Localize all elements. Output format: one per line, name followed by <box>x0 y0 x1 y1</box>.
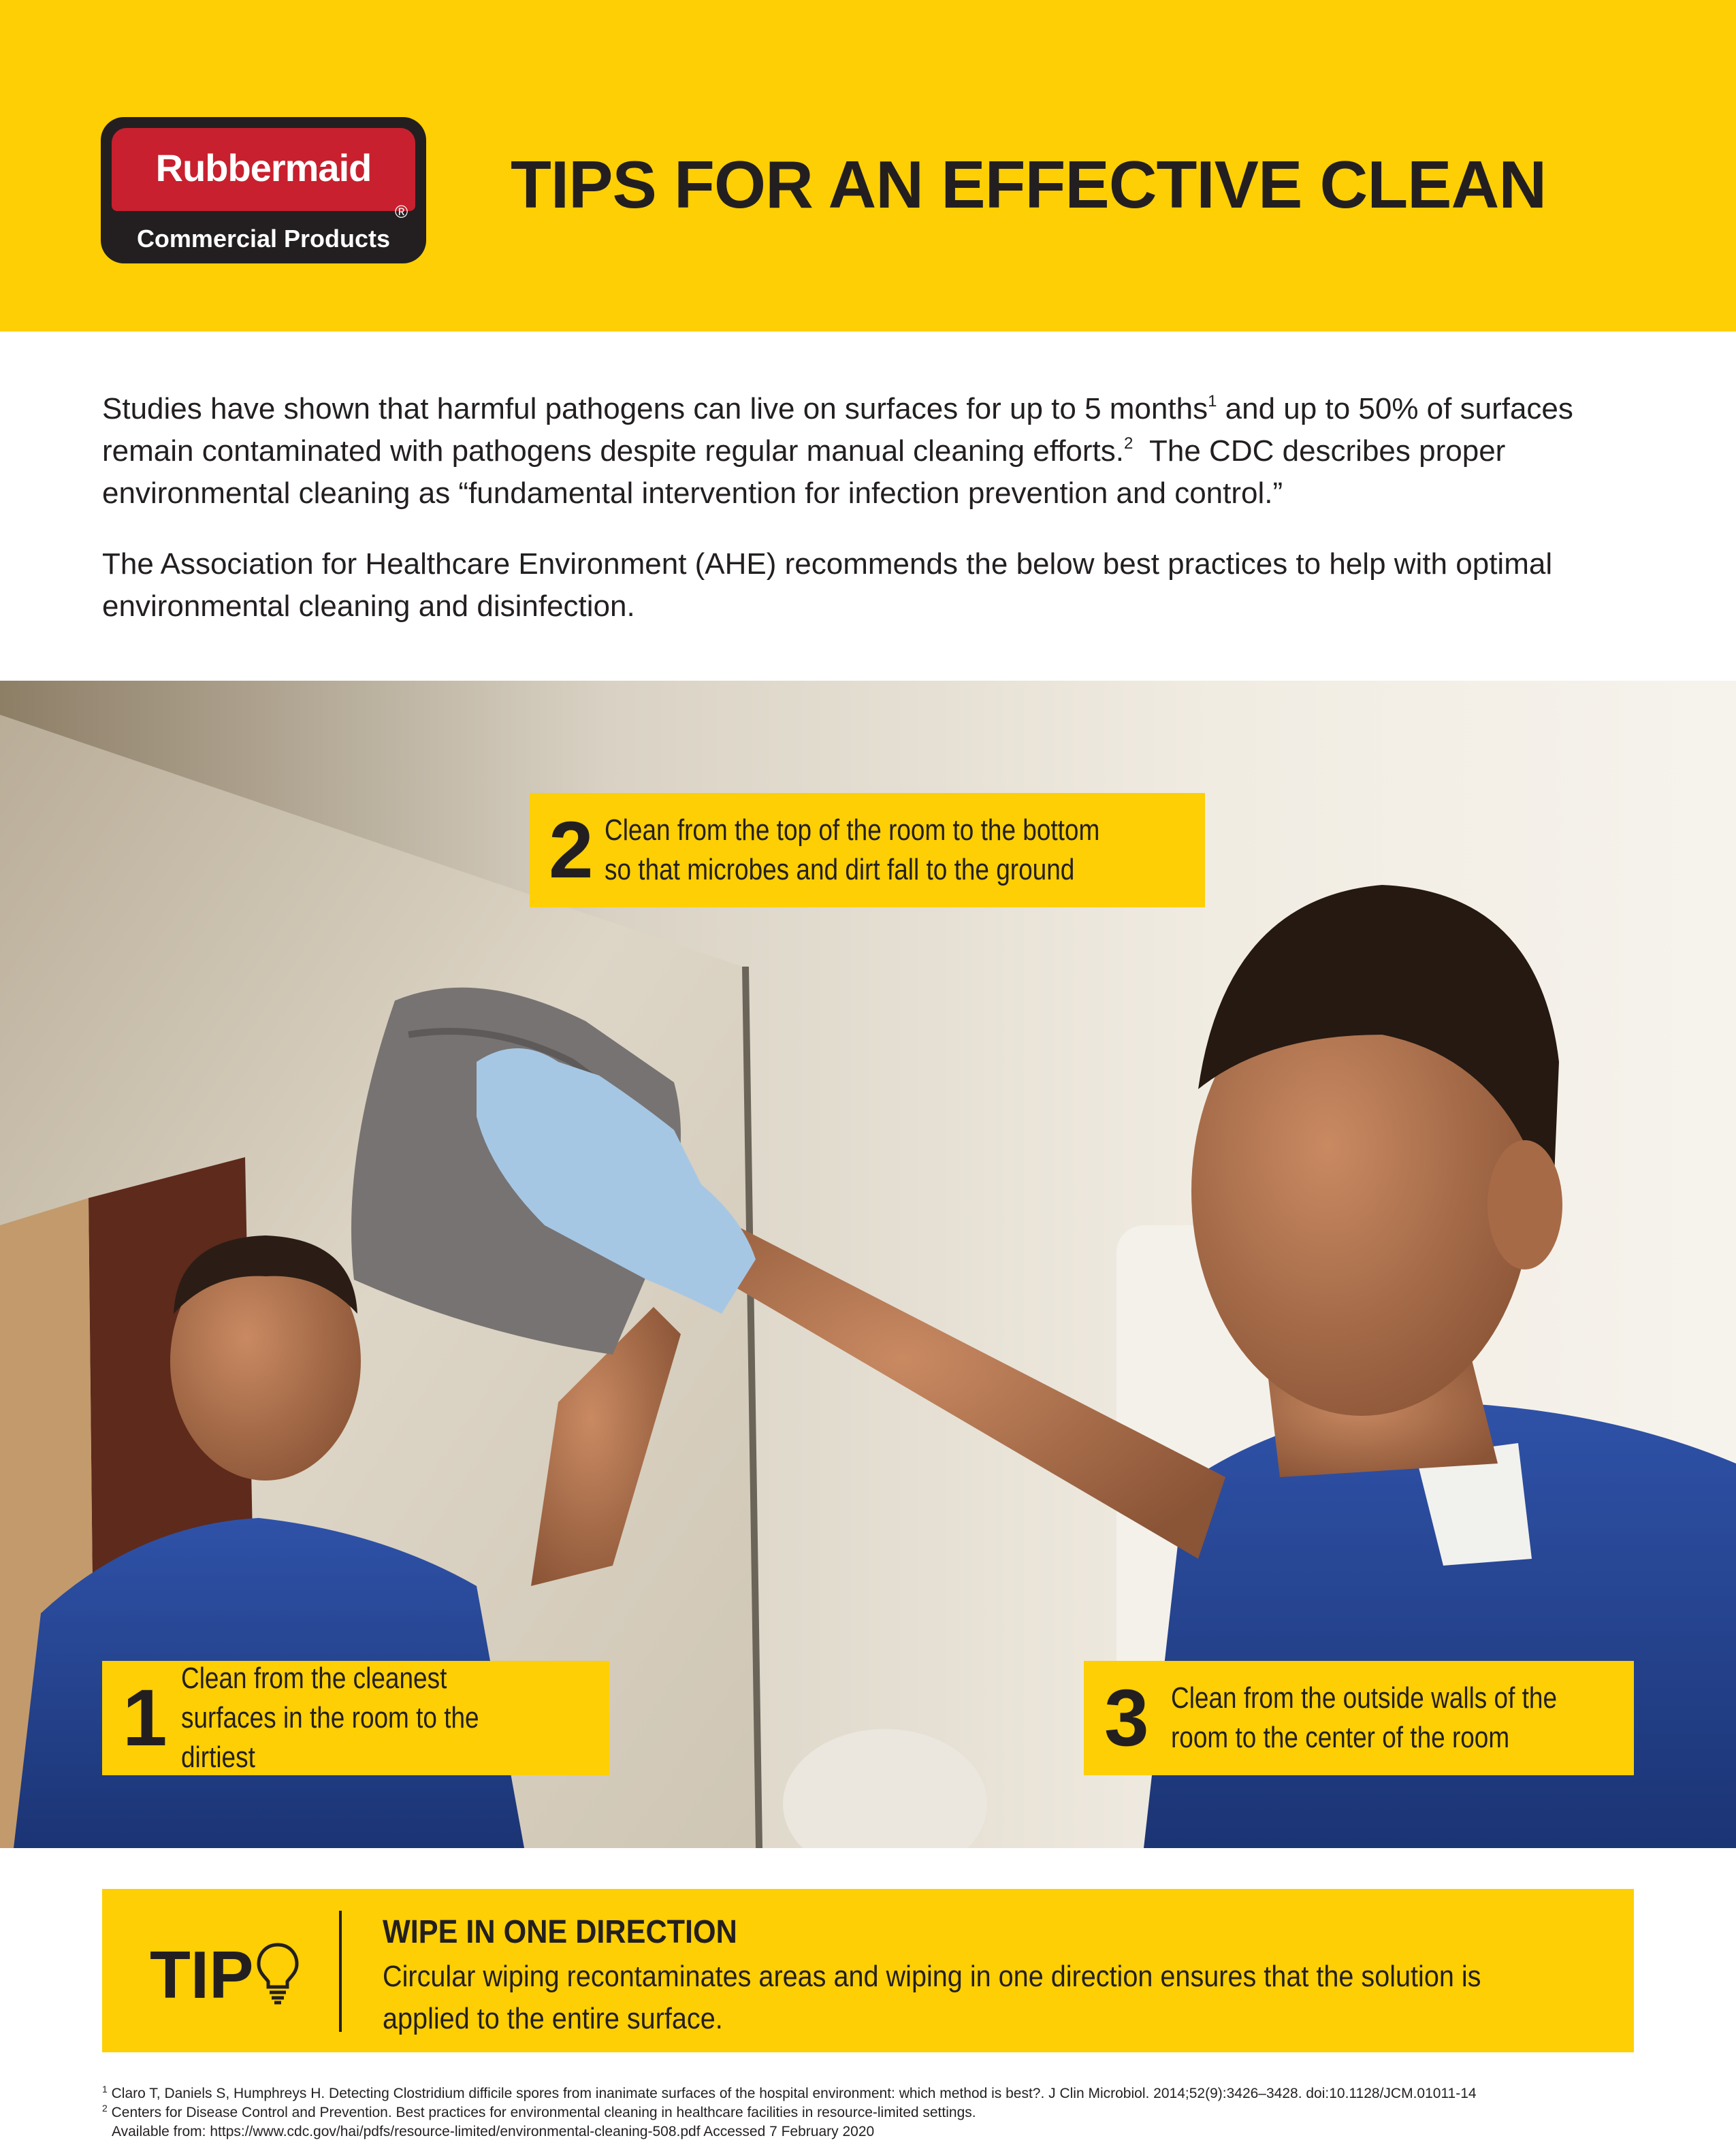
tip-label: TIP <box>150 1937 254 2012</box>
tip-heading: WIPE IN ONE DIRECTION <box>383 1914 737 1950</box>
footnote-1-text: Claro T, Daniels S, Humphreys H. Detecting Clostridium difficile spores from inanimate surfaces of the hospital environment: which method is best?. J Clin Microbiol. 2014;52(9):3426–3428. doi:10.1128/JCM.01011-14 <box>111 2086 1477 2101</box>
logo-registered-mark: ® <box>395 201 408 222</box>
tip-box <box>102 1889 1634 2052</box>
footnote-2-text: Centers for Disease Control and Prevention. Best practices for environmental cleaning in healthcare facilities in resource-limited settings. <box>111 2105 976 2120</box>
logo-red-panel <box>112 128 415 211</box>
footnote-2 <box>102 2103 1634 2122</box>
logo-subtitle: Commercial Products <box>136 225 391 253</box>
logo-name: Rubbermaid <box>155 146 372 189</box>
footnote-ref-2: 2 <box>1123 434 1134 453</box>
footnote-2-marker: 2 <box>102 2103 108 2114</box>
callout-1 <box>102 1661 609 1775</box>
footnote-1-marker: 1 <box>102 2084 108 2095</box>
footnotes <box>102 2084 1634 2141</box>
callout-3-number: 3 <box>1104 1673 1149 1763</box>
callout-3-text: Clean from the outside walls of the room to the center of the room <box>1171 1681 1558 1754</box>
footnote-ref-1: 1 <box>1208 392 1217 410</box>
footnote-2-url: Available from: https://www.cdc.gov/hai/pdfs/resource-limited/environmental-cleaning-508.pdf Accessed 7 February 2020 <box>112 2124 875 2139</box>
callout-2-number: 2 <box>549 805 594 895</box>
page-title: TIPS FOR AN EFFECTIVE CLEAN <box>511 147 1547 222</box>
callout-2 <box>530 793 1205 907</box>
footnote-1 <box>102 2084 1634 2103</box>
intro-text: and up to 50% of surfaces remain contaminated with pathogens despite regular manual cleaning efforts. <box>102 392 1573 468</box>
callout-2-text: Clean from the top of the room to the bottom so that microbes and dirt fall to the ground <box>605 813 1100 886</box>
intro-paragraph-2: The Association for Healthcare Environment (AHE) recommends the below best practices to help with optimal environmental cleaning and disinfection. <box>102 547 1553 623</box>
lightbulb-icon <box>253 1941 302 2006</box>
callout-1-text: Clean from the cleanest surfaces in the room to the dirtiest <box>181 1662 479 1774</box>
tip-divider <box>339 1911 342 2032</box>
rubbermaid-logo <box>101 117 426 263</box>
intro-text: Studies have shown that harmful pathogens can live on surfaces for up to 5 months <box>102 392 1208 425</box>
man-ear <box>1488 1140 1562 1269</box>
header-banner <box>0 0 1736 331</box>
callout-3 <box>1084 1661 1634 1775</box>
tip-text: Circular wiping recontaminates areas and wiping in one direction ensures that the solution is applied to the entire surface. <box>383 1960 1481 2035</box>
callout-1-number: 1 <box>123 1673 167 1763</box>
intro-paragraph-1 <box>102 388 1634 515</box>
intro-text: The CDC describes proper environmental cleaning as “fundamental intervention for infection prevention and control.” <box>102 434 1514 510</box>
